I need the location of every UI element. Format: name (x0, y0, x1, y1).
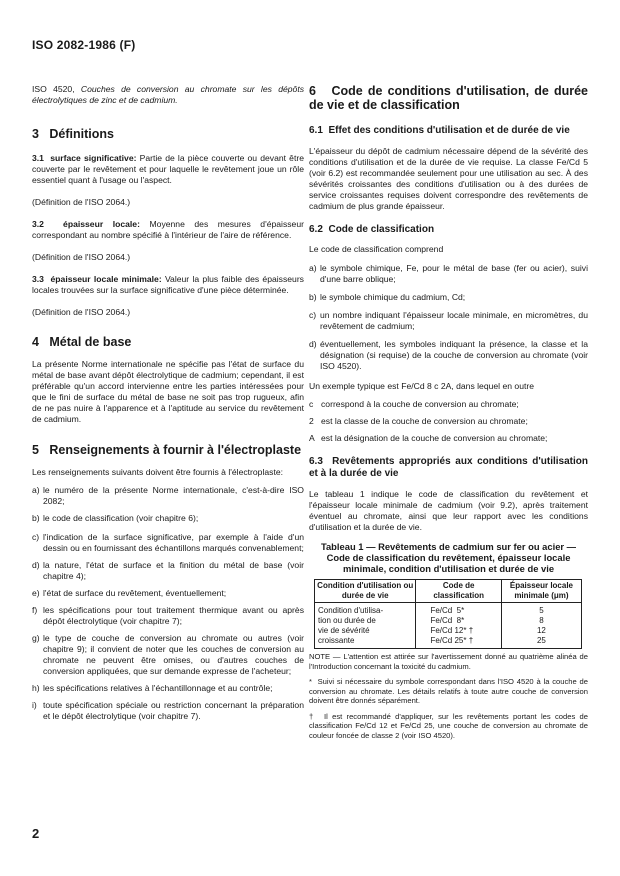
table-cell: Fe/Cd 5* (416, 603, 501, 617)
definition-3-1-source: (Définition de l'ISO 2064.) (32, 197, 131, 207)
reference-code: ISO 4520, (32, 84, 75, 94)
table-header: Épaisseur locale minimale (μm) (501, 580, 581, 603)
document-header-code: ISO 2082-1986 (F) (32, 38, 136, 52)
section-6-3-heading: 6.3 Revêtements appropriés aux conditions d'utilisation et à la durée de vie (309, 456, 588, 479)
table-cell: 5 (501, 603, 581, 617)
table-cell: Fe/Cd 8* (416, 616, 501, 626)
list-item: c) l'indication de la surface significative, par exemple à l'aide d'un dessin ou en fournissant des échantillons marqués convenablement; (32, 532, 304, 553)
list-item: f) les spécifications pour tout traitement thermique avant ou après dépôt électrolytique (voir chapitre 7); (32, 605, 304, 626)
footnote-dagger: † Il est recommandé d'appliquer, sur les revêtements portant les codes de classification Fe/Cd 12 et Fe/Cd 25, une couche de conversion au chromate de couleur foncée de classe 2 (voir ISO 4520). (309, 711, 588, 740)
example-intro: Un exemple typique est Fe/Cd 8 c 2A, dans lequel en outre (309, 381, 535, 391)
list-item: a) le symbole chimique, Fe, pour le métal de base (fer ou acier), suivi d'une barre oblique; (309, 263, 588, 284)
list-item: d) éventuellement, les symboles indiquant la présence, la classe et la désignation (si requise) de la couche de conversion au chromate (voir ISO 4520). (309, 339, 588, 371)
section-6-heading: 6 Code de conditions d'utilisation, de durée de vie et de classification (309, 84, 588, 112)
section-4-text: La présente Norme internationale ne spécifie pas l'état de surface du métal de base avant dépôt électrolytique de cadmium; cependant, il est préférable qu'un accord intervienne entre les parties intéressées pour que le fini de surface du métal de base ne soit pas trop rugueux, afin de ne pas nuire à l'apparence et à l'aptitude au service du revêtement de cadmium. (32, 359, 304, 424)
table-cell: tion ou durée de (315, 616, 416, 626)
section-4-heading: 4 Métal de base (32, 335, 132, 349)
table-cell: 8 (501, 616, 581, 626)
list-item: i) toute spécification spéciale ou restriction concernant la préparation et le dépôt électrolytique (voir chapitre 7). (32, 700, 304, 721)
table-cell: Condition d'utilisa- (315, 603, 416, 617)
definition-3-3: 3.3 épaisseur locale minimale: Valeur la plus faible des épaisseurs locales trouvées sur la surface significative d'une pièce déterminée. (32, 274, 304, 295)
table-cell: Fe/Cd 25* † (416, 636, 501, 649)
right-column (309, 84, 588, 740)
table-row (315, 616, 582, 626)
table-row (315, 603, 582, 617)
table-header: Condition d'utilisation ou durée de vie (315, 580, 416, 603)
section-5-heading: 5 Renseignements à fournir à l'électroplaste (32, 443, 302, 457)
section-3-heading: 3 Définitions (32, 127, 114, 141)
list-item: 2 est la classe de la couche de conversion au chromate; (309, 416, 528, 426)
table-cell: Fe/Cd 12* † (416, 626, 501, 636)
section-5-intro: Les renseignements suivants doivent être fournis à l'électroplaste: (32, 467, 283, 477)
section-6-1-text: L'épaisseur du dépôt de cadmium nécessaire dépend de la sévérité des conditions d'utilisation et de la durée de vie requise. La classe Fe/Cd 5 (voir 6.2) est recommandée seulement pour une utilisation au sec. À des sévérités croissantes des conditions d'utilisation ou à des durées de service croissantes requises doivent correspondre des revêtements de cadmium de plus grande épaisseur. (309, 146, 588, 211)
list-item: g) le type de couche de conversion au chromate ou autres (voir chapitre 9); il convient de noter que les couches de conversion au chromate ne peuvent être omises, ou d'autres couches de conversion appliquées, que sur demande expresse de l'acheteur; (32, 633, 304, 676)
definition-3-3-source: (Définition de l'ISO 2064.) (32, 307, 131, 317)
table-header-row (315, 580, 582, 603)
list-item: h) les spécifications relatives à l'échantillonnage et au contrôle; (32, 683, 273, 693)
table-1 (314, 579, 582, 649)
section-6-3-text: Le tableau 1 indique le code de classification du revêtement et l'épaisseur locale minimale de cadmium (voir 9.2), après traitement éventuel au chromate, ainsi que leur rapport avec les conditions d'utilisation et la durée de vie. (309, 489, 588, 532)
section-6-2-intro: Le code de classification comprend (309, 244, 444, 254)
definition-3-1: 3.1 surface significative: Partie de la pièce couverte ou devant être couverte par le revêtement et pour laquelle le revêtement joue un rôle essentiel quant à l'usage ou l'aspect. (32, 153, 304, 185)
reference-title: Couches de conversion au chromate sur les dépôts électrolytiques de zinc et de cadmium. (32, 84, 305, 105)
table-row (315, 636, 582, 649)
table-cell: vie de sévérité (315, 626, 416, 636)
definition-3-2-source: (Définition de l'ISO 2064.) (32, 252, 131, 262)
table-cell: croissante (315, 636, 416, 649)
list-item: b) le symbole chimique du cadmium, Cd; (309, 292, 466, 302)
table-cell: 12 (501, 626, 581, 636)
list-item: c correspond à la couche de conversion au chromate; (309, 399, 519, 409)
left-column (32, 84, 304, 722)
table-1-caption: Tableau 1 — Revêtements de cadmium sur fer ou acier — Code de classification du revêtement, épaisseur locale minimale, condition d'utilisation et durée de vie (320, 541, 577, 574)
definition-3-2: 3.2 épaisseur locale: Moyenne des mesures d'épaisseur correspondant au nombre spécifié à l'intérieur de l'aire de référence. (32, 219, 304, 240)
list-item: e) l'état de surface du revêtement, éventuellement; (32, 588, 227, 598)
reference-iso-4520 (32, 84, 304, 106)
table-note: NOTE — L'attention est attirée sur l'avertissement donné au quatrième alinéa de l'Introduction concernant la toxicité du cadmium. (309, 652, 588, 671)
table-header: Code de classification (416, 580, 501, 603)
section-6-1-heading: 6.1 Effet des conditions d'utilisation et de durée de vie (309, 125, 570, 136)
footnote-asterisk: * Suivi si nécessaire du symbole correspondant dans l'ISO 4520 à la couche de conversion au chromate. Les détails relatifs à toute autre couche de conversion doivent être donnés séparément. (309, 677, 588, 705)
table-cell: 25 (501, 636, 581, 649)
list-item: b) le code de classification (voir chapitre 6); (32, 513, 199, 523)
page-number: 2 (32, 826, 40, 841)
section-6-2-heading: 6.2 Code de classification (309, 224, 435, 235)
list-item: d) la nature, l'état de surface et la finition du métal de base (voir chapitre 4); (32, 560, 304, 581)
list-item: a) le numéro de la présente Norme internationale, c'est-à-dire ISO 2082; (32, 485, 304, 506)
list-item: c) un nombre indiquant l'épaisseur locale minimale, en micromètres, du revêtement de cadmium; (309, 310, 588, 331)
list-item: A est la désignation de la couche de conversion au chromate; (309, 433, 548, 443)
table-row (315, 626, 582, 636)
